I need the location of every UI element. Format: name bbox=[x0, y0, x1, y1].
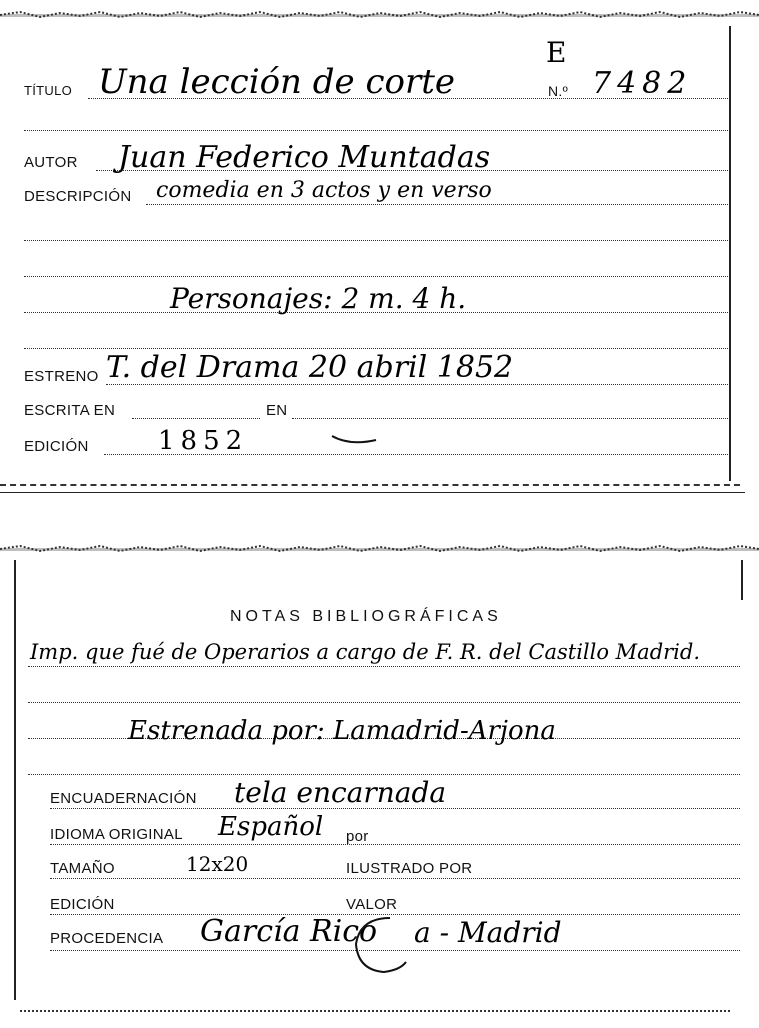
card-bottom-torn-edge bbox=[0, 542, 759, 556]
ruled-line-2 bbox=[24, 240, 728, 241]
ruled-line-3 bbox=[24, 276, 728, 277]
card-separator bbox=[0, 492, 745, 493]
note-line-1 bbox=[28, 666, 740, 667]
numero-value: 7482 bbox=[592, 66, 693, 101]
catalog-card-bottom bbox=[0, 540, 759, 1028]
tamano-value: 12x20 bbox=[186, 852, 249, 876]
note-text-1: Imp. que fué de Operarios a cargo de F. R. del Castillo Madrid. bbox=[30, 640, 701, 664]
notas-heading: NOTAS BIBLIOGRÁFICAS bbox=[230, 608, 502, 625]
edicion-label: EDICIÓN bbox=[24, 438, 89, 455]
numero-label: N.º bbox=[548, 83, 569, 99]
catalog-card-top bbox=[0, 0, 759, 495]
escrita-en-label: EN bbox=[266, 402, 288, 419]
encuadernacion-label: ENCUADERNACIÓN bbox=[50, 790, 197, 807]
card-bottom-right-border bbox=[741, 560, 743, 600]
note-line-4 bbox=[28, 774, 740, 775]
card-bottom-bottom-edge bbox=[20, 1010, 730, 1012]
edicion-bottom-label: EDICIÓN bbox=[50, 896, 115, 913]
card-bottom-left-border bbox=[14, 560, 16, 1000]
edicion-value: 1852 bbox=[158, 426, 249, 456]
procedencia-value: García Rico bbox=[200, 914, 378, 949]
tamano-label: TAMAÑO bbox=[50, 860, 115, 877]
stamp-circle bbox=[350, 914, 410, 976]
estreno-label: ESTRENO bbox=[24, 368, 99, 385]
idioma-line bbox=[50, 844, 740, 845]
ruled-line-1 bbox=[24, 130, 728, 131]
ilustrado-label: ILUSTRADO POR bbox=[346, 860, 473, 877]
ruled-line-5 bbox=[24, 348, 728, 349]
escrita-en-line bbox=[292, 418, 728, 419]
card-top-bottom-edge bbox=[0, 484, 740, 486]
descripcion-value: comedia en 3 actos y en verso bbox=[156, 178, 492, 203]
idioma-label: IDIOMA ORIGINAL bbox=[50, 826, 183, 843]
idioma-value: Español bbox=[218, 812, 324, 842]
marker-e: E bbox=[546, 36, 567, 69]
card-top-right-border bbox=[729, 26, 731, 481]
por-label: por bbox=[346, 828, 369, 845]
procedencia-label: PROCEDENCIA bbox=[50, 930, 164, 947]
pen-stroke bbox=[330, 432, 380, 446]
descripcion-line bbox=[146, 204, 728, 205]
titulo-label: TÍTULO bbox=[24, 83, 73, 98]
escrita-label: ESCRITA EN bbox=[24, 402, 116, 419]
encuadernacion-value: tela encarnada bbox=[234, 776, 447, 809]
tamano-line bbox=[50, 878, 740, 879]
card-top-torn-edge bbox=[0, 8, 759, 22]
procedencia-value-2: a - Madrid bbox=[414, 916, 562, 949]
valor-label: VALOR bbox=[346, 896, 398, 913]
autor-label: AUTOR bbox=[24, 154, 78, 171]
escrita-line bbox=[132, 418, 260, 419]
autor-value: Juan Federico Muntadas bbox=[118, 140, 491, 175]
titulo-value: Una lección de corte bbox=[98, 62, 455, 102]
note-line-2 bbox=[28, 702, 740, 703]
personajes-note: Personajes: 2 m. 4 h. bbox=[170, 282, 467, 315]
descripcion-label: DESCRIPCIÓN bbox=[24, 188, 132, 205]
note-text-2: Estrenada por: Lamadrid-Arjona bbox=[128, 716, 556, 746]
estreno-value: T. del Drama 20 abril 1852 bbox=[106, 350, 514, 385]
